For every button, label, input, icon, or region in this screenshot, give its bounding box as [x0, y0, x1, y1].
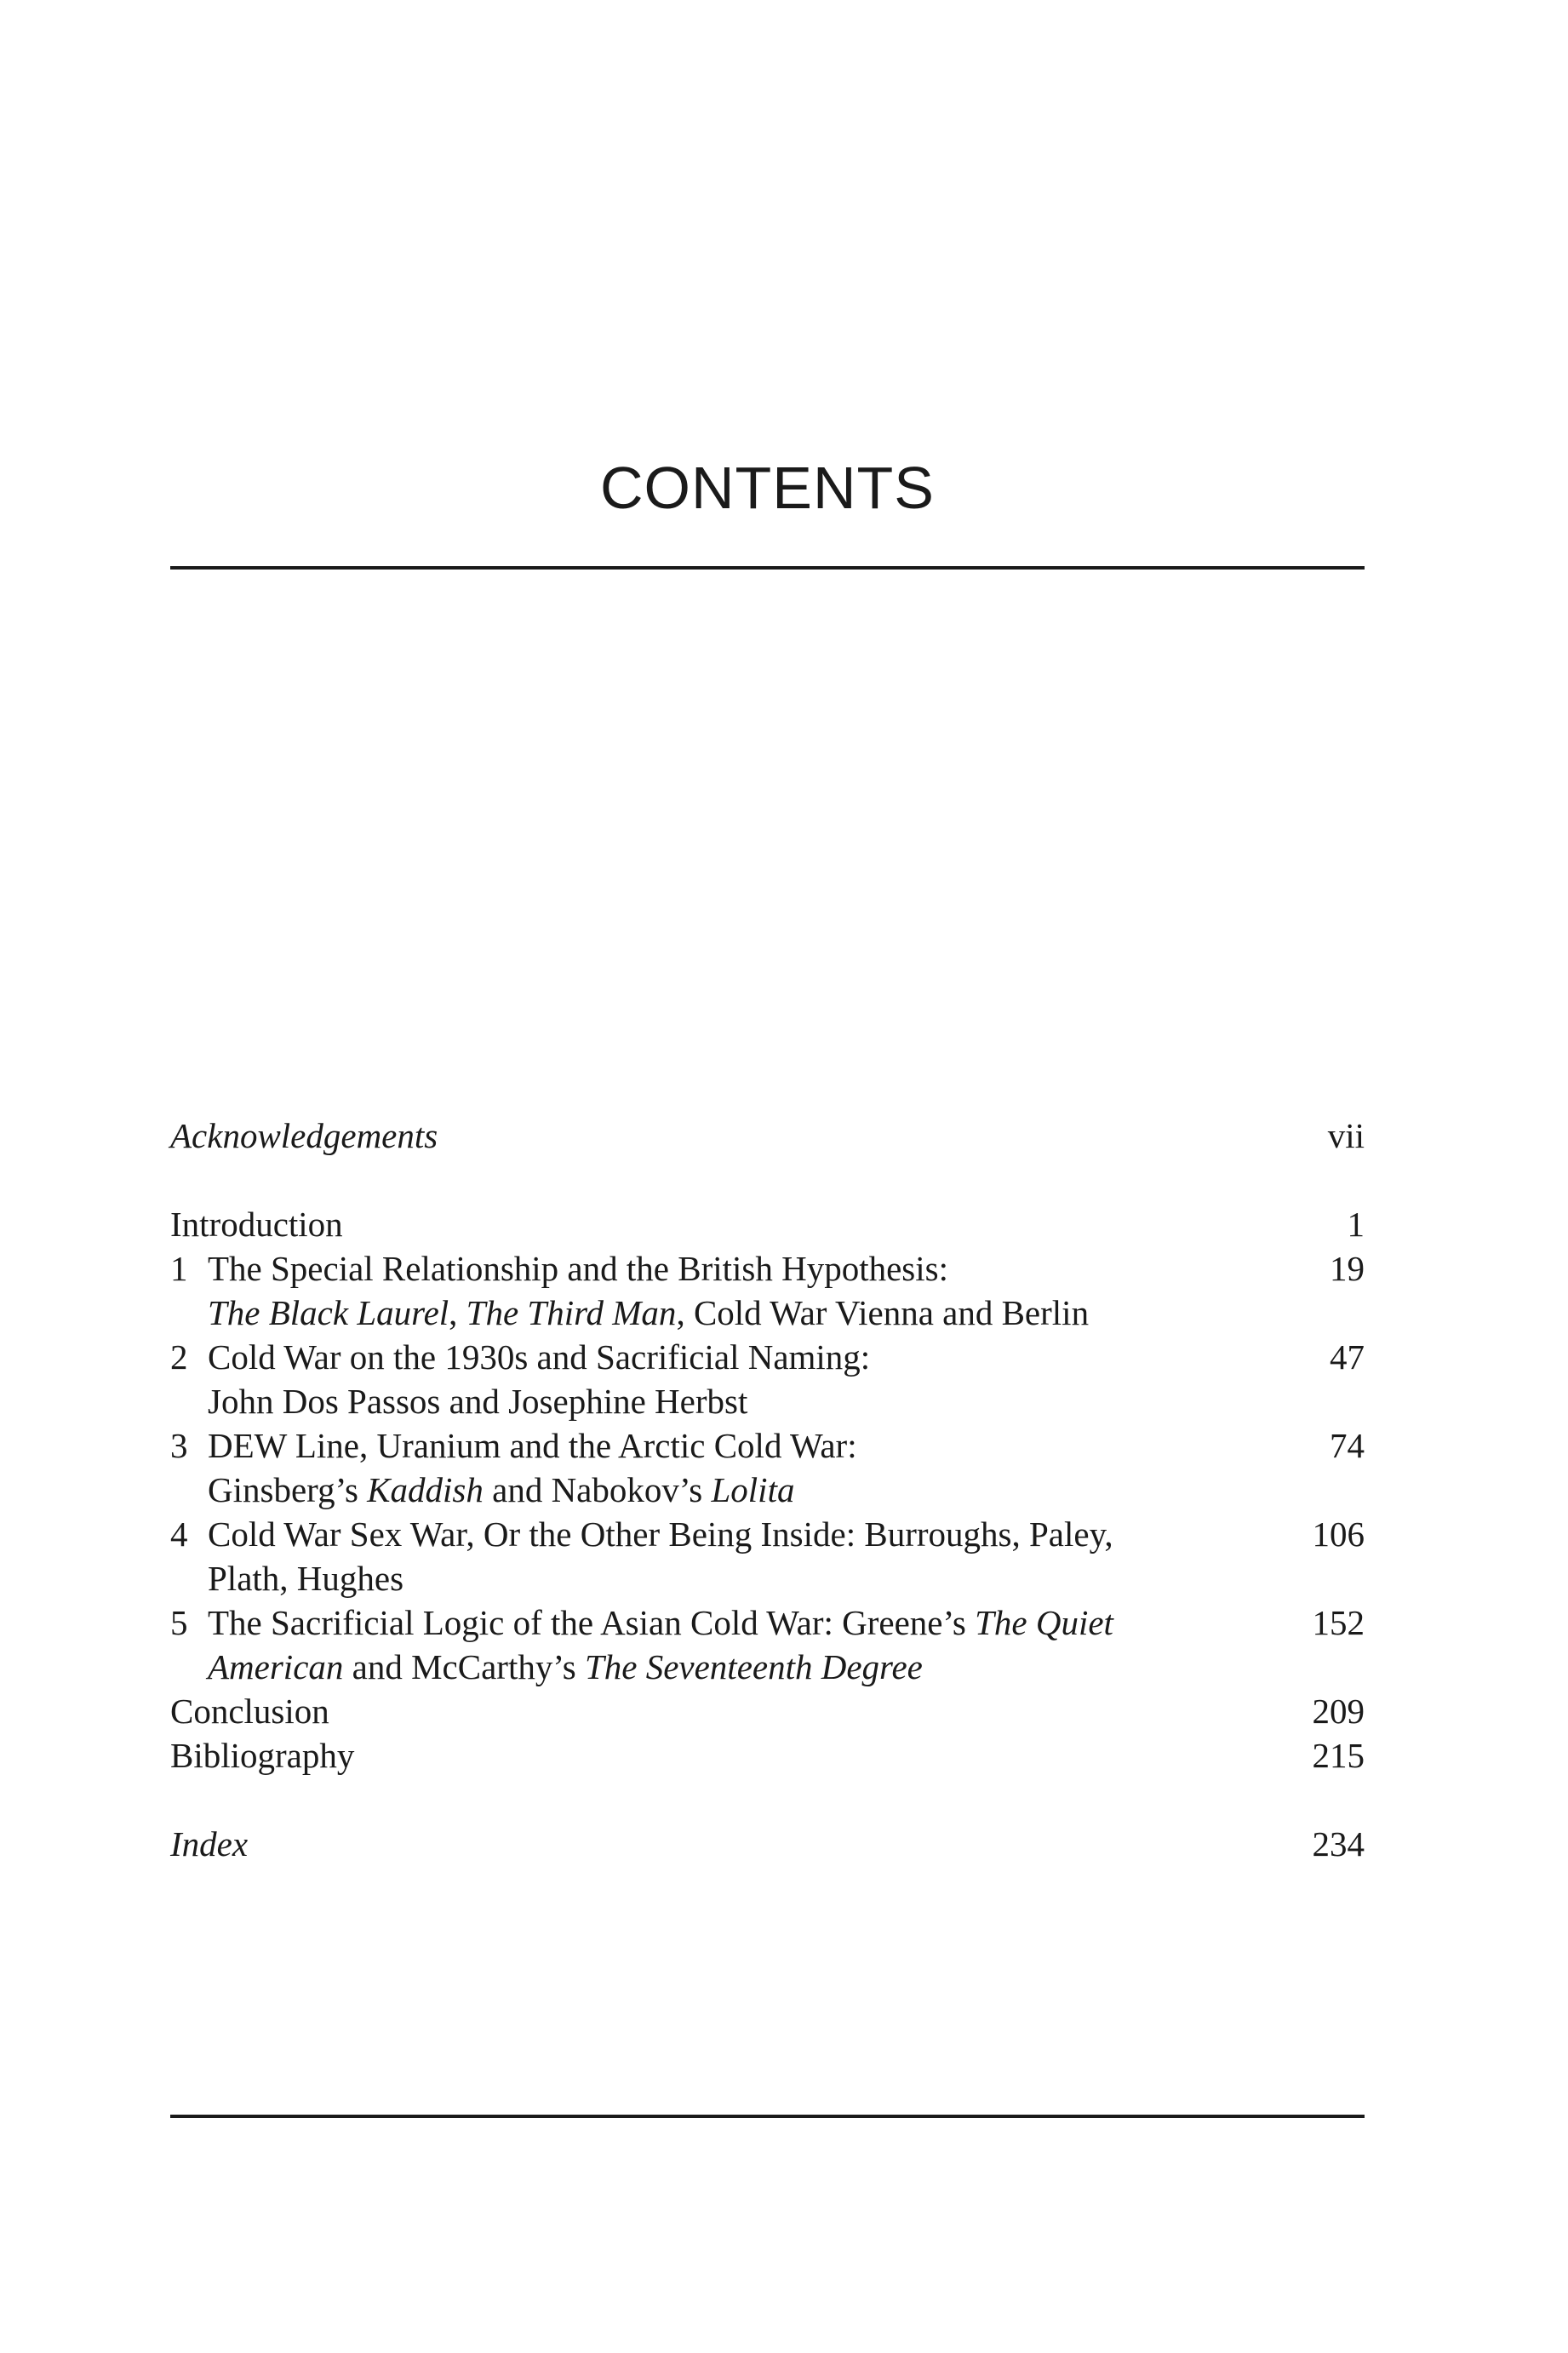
toc-title-text: and McCarthy’s: [343, 1647, 585, 1686]
toc-entry-page: 47: [1330, 1337, 1365, 1377]
toc-entry-number: 2: [170, 1337, 188, 1377]
toc-entry-page: 234: [1312, 1824, 1365, 1864]
toc-entry-label: Conclusion: [170, 1692, 329, 1731]
toc-entry-page: 152: [1312, 1603, 1365, 1642]
toc-entry-introduction: [170, 1202, 1365, 1246]
toc-entry-title-line-1: DEW Line, Uranium and the Arctic Cold War:: [208, 1426, 857, 1465]
toc-entry-title: [208, 1335, 1296, 1423]
toc-entry-number: 4: [170, 1514, 188, 1554]
toc-entry-number: 5: [170, 1603, 188, 1642]
toc-title-italic: Kaddish: [367, 1470, 484, 1509]
toc-entry-number: 1: [170, 1249, 188, 1288]
toc-entry-number: 3: [170, 1426, 188, 1465]
toc-entry-chapter-3: [170, 1423, 1365, 1512]
toc-entry-title: [208, 1512, 1296, 1600]
toc-entry-conclusion: [170, 1689, 1365, 1733]
toc-entry-title-line-2: [208, 1291, 1296, 1335]
page-title: CONTENTS: [600, 455, 935, 521]
toc-entry-title: [208, 1246, 1296, 1335]
toc-entry-chapter-5: [170, 1600, 1365, 1689]
toc-entry-label: Index: [170, 1824, 249, 1864]
table-of-contents: [170, 1114, 1365, 1866]
toc-entry-page: 74: [1330, 1426, 1365, 1465]
toc-entry-page: 106: [1312, 1514, 1365, 1554]
toc-entry-chapter-2: [170, 1335, 1365, 1423]
toc-title-italic: The Seventeenth Degree: [584, 1647, 923, 1686]
toc-entry-title-line-1: Cold War on the 1930s and Sacrificial Naming:: [208, 1337, 871, 1377]
toc-entry-label: Acknowledgements: [170, 1116, 438, 1155]
toc-entry-title-line-2: [208, 1645, 1296, 1689]
toc-entry-chapter-1: [170, 1246, 1365, 1335]
toc-entry-page: 1: [1347, 1205, 1365, 1244]
toc-entry-title-line-2: John Dos Passos and Josephine Herbst: [208, 1382, 748, 1421]
top-rule: [170, 566, 1365, 570]
toc-entry-title-line-2: Plath, Hughes: [208, 1559, 404, 1598]
toc-title-text: The Sacrificial Logic of the Asian Cold War: Greene’s: [208, 1603, 976, 1642]
toc-entry-label: Bibliography: [170, 1736, 355, 1775]
toc-title-italic: The Black Laurel: [208, 1293, 449, 1332]
toc-title-text: ,: [449, 1293, 466, 1332]
toc-entry-label: Introduction: [170, 1205, 343, 1244]
toc-entry-title-line-1: Cold War Sex War, Or the Other Being Inside: Burroughs, Paley,: [208, 1514, 1113, 1554]
toc-entry-title-line-1: The Special Relationship and the British Hypothesis:: [208, 1249, 948, 1288]
toc-entry-title: [208, 1600, 1296, 1689]
toc-title-text: and Nabokov’s: [483, 1470, 712, 1509]
toc-entry-index: [170, 1822, 1365, 1866]
toc-entry-title-line-2: [208, 1468, 1296, 1512]
bottom-rule: [170, 2115, 1365, 2118]
toc-entry-page: 215: [1312, 1736, 1365, 1775]
toc-title-text: , Cold War Vienna and Berlin: [676, 1293, 1090, 1332]
toc-entry-page: 209: [1312, 1692, 1365, 1731]
toc-entry-title-line-1: [208, 1600, 1296, 1645]
toc-entry-title: [208, 1423, 1296, 1512]
toc-title-italic: Lolita: [711, 1470, 795, 1509]
toc-entry-page: 19: [1330, 1249, 1365, 1288]
toc-entry-page: vii: [1327, 1116, 1365, 1155]
toc-title-italic: The Quiet: [975, 1603, 1113, 1642]
toc-entry-bibliography: [170, 1733, 1365, 1778]
toc-title-italic: American: [208, 1647, 344, 1686]
toc-title-text: Ginsberg’s: [208, 1470, 368, 1509]
toc-entry-acknowledgements: [170, 1114, 1365, 1158]
toc-entry-chapter-4: [170, 1512, 1365, 1600]
toc-title-italic: The Third Man: [466, 1293, 677, 1332]
